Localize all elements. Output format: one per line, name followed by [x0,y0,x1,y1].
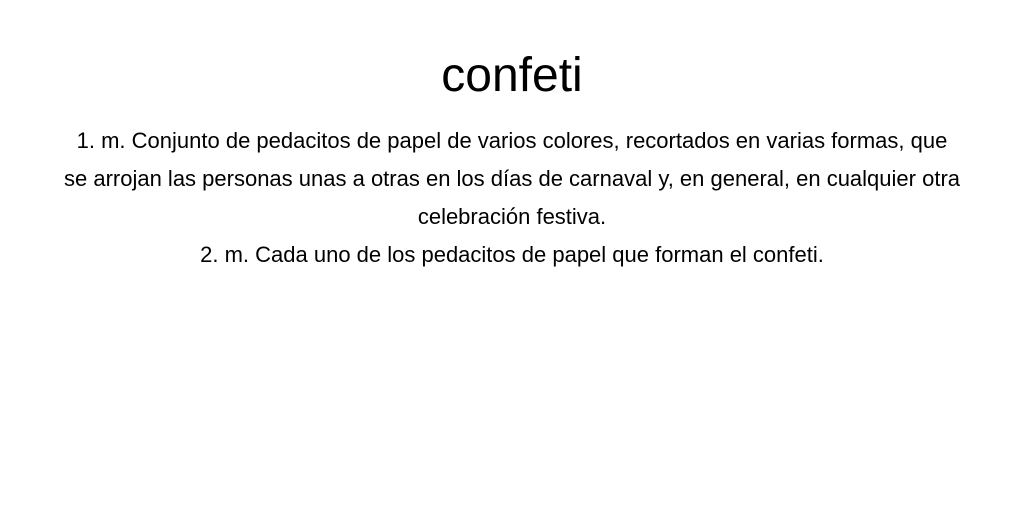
definition-list [62,122,962,274]
headword: confeti [441,49,583,102]
definition-2: 2. m. Cada uno de los pedacitos de papel que forman el confeti. [200,242,824,267]
definition-1: 1. m. Conjunto de pedacitos de papel de varios colores, recortados en varias formas, que se arrojan las personas unas a otras en los días de carnaval y, en general, en cualquier otra celebración festiva. [63,128,961,229]
